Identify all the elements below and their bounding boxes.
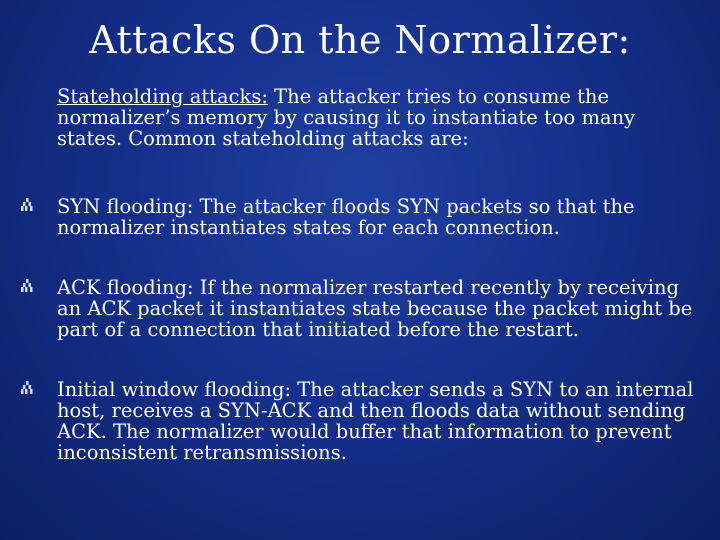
bullet-item-syn-flooding: [0, 196, 697, 238]
bullet-lead: ACK flooding:: [57, 276, 194, 299]
bullet-icon: [20, 198, 34, 212]
bullet-text: The attacker sends a SYN to an internal host, receives a SYN-ACK and then floods data without sending ACK. The normalizer would buffer that information to prevent inconsistent retransmissions.: [57, 378, 694, 464]
intro-paragraph: [57, 86, 697, 149]
slide-title: Attacks On the Normalizer:: [89, 18, 631, 62]
bullet-lead: Initial window flooding:: [57, 378, 292, 401]
bullet-item-ack-flooding: [0, 277, 697, 340]
bullet-lead: SYN flooding:: [57, 195, 194, 218]
intro-lead: Stateholding attacks:: [57, 85, 268, 108]
bullet-icon: [20, 381, 34, 395]
bullet-list: [0, 196, 720, 463]
bullet-icon: [20, 279, 34, 293]
intro-text: The attacker tries to consume the normalizer’s memory by causing it to instantiate too many states. Common stateholding attacks are:: [57, 85, 636, 150]
bullet-item-initial-window-flooding: [0, 379, 697, 463]
bullet-text: The attacker floods SYN packets so that the normalizer instantiates states for each connection.: [57, 195, 635, 239]
bullet-text: If the normalizer restarted recently by receiving an ACK packet it instantiates state because the packet might be part of a connection that initiated before the restart.: [57, 276, 693, 341]
